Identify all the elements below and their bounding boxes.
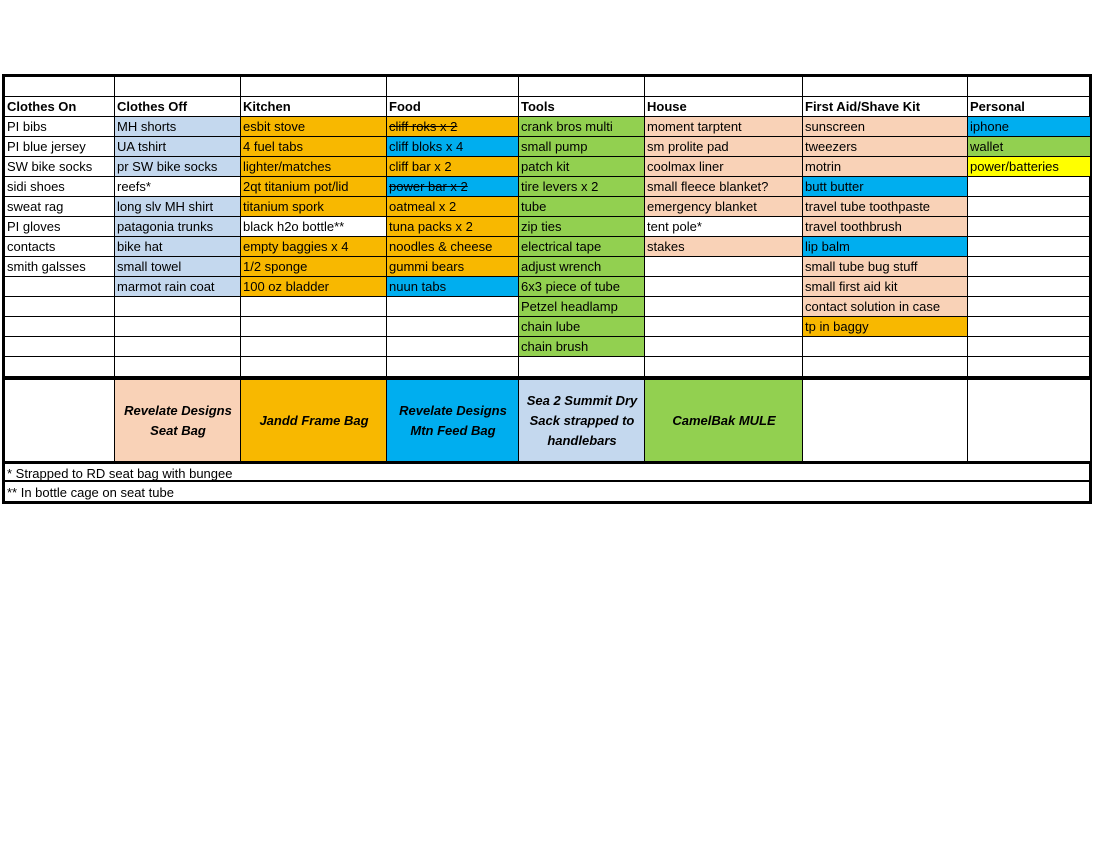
list-item: tuna packs x 2: [387, 217, 519, 237]
list-item: butt butter: [803, 177, 968, 197]
grid-line: [5, 276, 1090, 277]
thick-divider: [5, 377, 1090, 380]
list-item: 2qt titanium pot/lid: [241, 177, 387, 197]
column-header: Kitchen: [243, 99, 291, 114]
grid-line: [967, 77, 968, 461]
list-item: small tube bug stuff: [803, 257, 968, 277]
grid-line: [5, 76, 1090, 77]
grid-line: [5, 96, 1090, 97]
list-item: power bar x 2: [387, 177, 519, 197]
list-item: 4 fuel tabs: [241, 137, 387, 157]
thick-divider: [5, 461, 1090, 464]
grid-line: [5, 356, 1090, 357]
list-item: small fleece blanket?: [645, 177, 803, 197]
list-item: cliff bloks x 4: [387, 137, 519, 157]
column-header: Food: [389, 99, 421, 114]
list-item: marmot rain coat: [115, 277, 241, 297]
list-item: oatmeal x 2: [387, 197, 519, 217]
grid-line: [644, 77, 645, 461]
list-item: cliff bar x 2: [387, 157, 519, 177]
list-item: 1/2 sponge: [241, 257, 387, 277]
list-item: moment tarptent: [645, 117, 803, 137]
grid-line: [5, 196, 1090, 197]
list-item: small pump: [519, 137, 645, 157]
grid-line: [5, 236, 1090, 237]
list-item: pr SW bike socks: [115, 157, 241, 177]
list-item: lighter/matches: [241, 157, 387, 177]
list-item: zip ties: [519, 217, 645, 237]
bag-legend-cell: [803, 380, 968, 461]
list-item: small towel: [115, 257, 241, 277]
list-item: empty baggies x 4: [241, 237, 387, 257]
list-item: iphone: [968, 117, 1090, 137]
list-item: patch kit: [519, 157, 645, 177]
grid-line: [5, 316, 1090, 317]
bag-legend-cell: [968, 380, 1090, 461]
list-item: MH shorts: [115, 117, 241, 137]
list-item: PI blue jersey: [5, 137, 115, 157]
list-item: 100 oz bladder: [241, 277, 387, 297]
grid-line: [240, 77, 241, 461]
list-item: reefs*: [115, 177, 241, 197]
grid-line: [114, 77, 115, 461]
column-header: Tools: [521, 99, 555, 114]
column-header: First Aid/Shave Kit: [805, 99, 921, 114]
list-item: cliff roks x 2: [387, 117, 519, 137]
list-item: esbit stove: [241, 117, 387, 137]
list-item: sweat rag: [5, 197, 115, 217]
column-header: Clothes On: [7, 99, 77, 114]
list-item: tube: [519, 197, 645, 217]
list-item: long slv MH shirt: [115, 197, 241, 217]
list-item: smith galsses: [5, 257, 115, 277]
list-item: patagonia trunks: [115, 217, 241, 237]
list-item: chain lube: [519, 317, 645, 337]
list-item: small first aid kit: [803, 277, 968, 297]
list-item: gummi bears: [387, 257, 519, 277]
grid-line: [5, 336, 1090, 337]
grid-line: [5, 116, 1090, 117]
list-item: sunscreen: [803, 117, 968, 137]
list-item: adjust wrench: [519, 257, 645, 277]
list-item: stakes: [645, 237, 803, 257]
list-item: emergency blanket: [645, 197, 803, 217]
list-item: sm prolite pad: [645, 137, 803, 157]
list-item: bike hat: [115, 237, 241, 257]
list-item: electrical tape: [519, 237, 645, 257]
list-item: black h2o bottle**: [241, 217, 387, 237]
list-item: noodles & cheese: [387, 237, 519, 257]
bag-legend-cell: Revelate Designs Seat Bag: [115, 380, 241, 461]
grid-line: [5, 156, 1090, 157]
bag-legend-cell: Jandd Frame Bag: [241, 380, 387, 461]
grid-line: [386, 77, 387, 461]
list-item: lip balm: [803, 237, 968, 257]
list-item: PI gloves: [5, 217, 115, 237]
list-item: contact solution in case: [803, 297, 968, 317]
list-item: crank bros multi: [519, 117, 645, 137]
bag-legend-cell: [5, 380, 115, 461]
list-item: PI bibs: [5, 117, 115, 137]
footnote-seat-bag: * Strapped to RD seat bag with bungee: [7, 466, 233, 481]
list-item: 6x3 piece of tube: [519, 277, 645, 297]
bag-legend-cell: Revelate Designs Mtn Feed Bag: [387, 380, 519, 461]
list-item: travel toothbrush: [803, 217, 968, 237]
column-header: House: [647, 99, 687, 114]
list-item: travel tube toothpaste: [803, 197, 968, 217]
packing-list-spreadsheet: [2, 74, 1092, 504]
bag-legend-cell: Sea 2 Summit Dry Sack strapped to handlebars: [519, 380, 645, 461]
column-header: Clothes Off: [117, 99, 188, 114]
list-item: tent pole*: [645, 217, 803, 237]
grid-line: [5, 136, 1090, 137]
grid-line: [518, 77, 519, 461]
list-item: coolmax liner: [645, 157, 803, 177]
footnote-bottle-cage: ** In bottle cage on seat tube: [7, 485, 174, 500]
list-item: motrin: [803, 157, 968, 177]
grid-line: [5, 296, 1090, 297]
list-item: tire levers x 2: [519, 177, 645, 197]
list-item: chain brush: [519, 337, 645, 357]
grid-line: [5, 176, 1090, 177]
grid-line: [5, 216, 1090, 217]
column-header: Personal: [970, 99, 1025, 114]
list-item: nuun tabs: [387, 277, 519, 297]
list-item: wallet: [968, 137, 1090, 157]
list-item: power/batteries: [968, 157, 1090, 177]
grid-line: [802, 77, 803, 461]
list-item: tweezers: [803, 137, 968, 157]
list-item: tp in baggy: [803, 317, 968, 337]
list-item: UA tshirt: [115, 137, 241, 157]
list-item: sidi shoes: [5, 177, 115, 197]
list-item: contacts: [5, 237, 115, 257]
grid-line: [5, 256, 1090, 257]
list-item: titanium spork: [241, 197, 387, 217]
bag-legend-cell: CamelBak MULE: [645, 380, 803, 461]
list-item: Petzel headlamp: [519, 297, 645, 317]
list-item: SW bike socks: [5, 157, 115, 177]
